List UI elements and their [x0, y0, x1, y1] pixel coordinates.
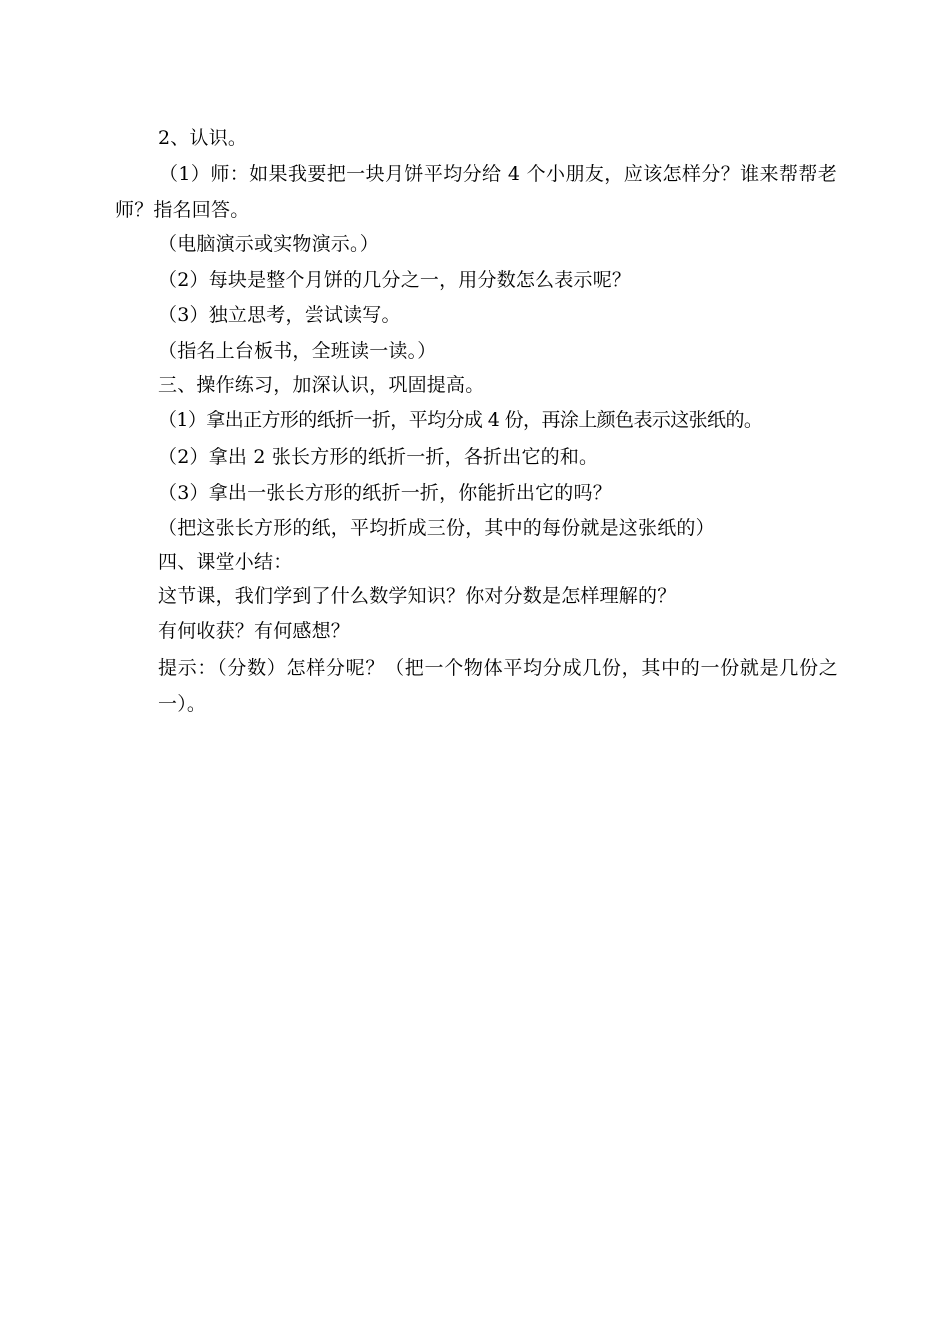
paragraph-5: （指名上台板书，全班读一读。）	[158, 340, 437, 362]
paragraph-4: （3）独立思考，尝试读写。	[158, 304, 401, 326]
paragraph-6: （1）拿出正方形的纸折一折，平均分成 4 份，再涂上颜色表示这张纸的。	[158, 409, 763, 431]
paragraph-12: 提示：（分数）怎样分呢？（把一个物体平均分成几份，其中的一份就是几份之一）。	[158, 657, 838, 715]
section-heading-3: 三、操作练习，加深认识，巩固提高。	[158, 374, 485, 396]
paragraph-8: （3）拿出一张长方形的纸折一折，你能折出它的吗？	[158, 482, 612, 504]
paragraph-11: 有何收获？有何感想？	[158, 620, 351, 642]
paragraph-1: （1）师：如果我要把一块月饼平均分给 4 个小朋友，应该怎样分？谁来帮帮老师？指名回答。	[115, 163, 837, 221]
paragraph-10: 这节课，我们学到了什么数学知识？你对分数是怎样理解的？	[158, 585, 677, 607]
paragraph-7: （2）拿出 2 张长方形的纸折一折，各折出它的和。	[158, 446, 599, 468]
section-heading-4: 四、课堂小结：	[158, 551, 293, 573]
paragraph-9: （把这张长方形的纸，平均折成三份，其中的每份就是这张纸的）	[158, 517, 715, 539]
paragraph-2: （电脑演示或实物演示。）	[158, 233, 379, 255]
paragraph-3: （2）每块是整个月饼的几分之一，用分数怎么表示呢？	[158, 269, 632, 291]
section-heading-2: 2、认识。	[158, 127, 248, 149]
